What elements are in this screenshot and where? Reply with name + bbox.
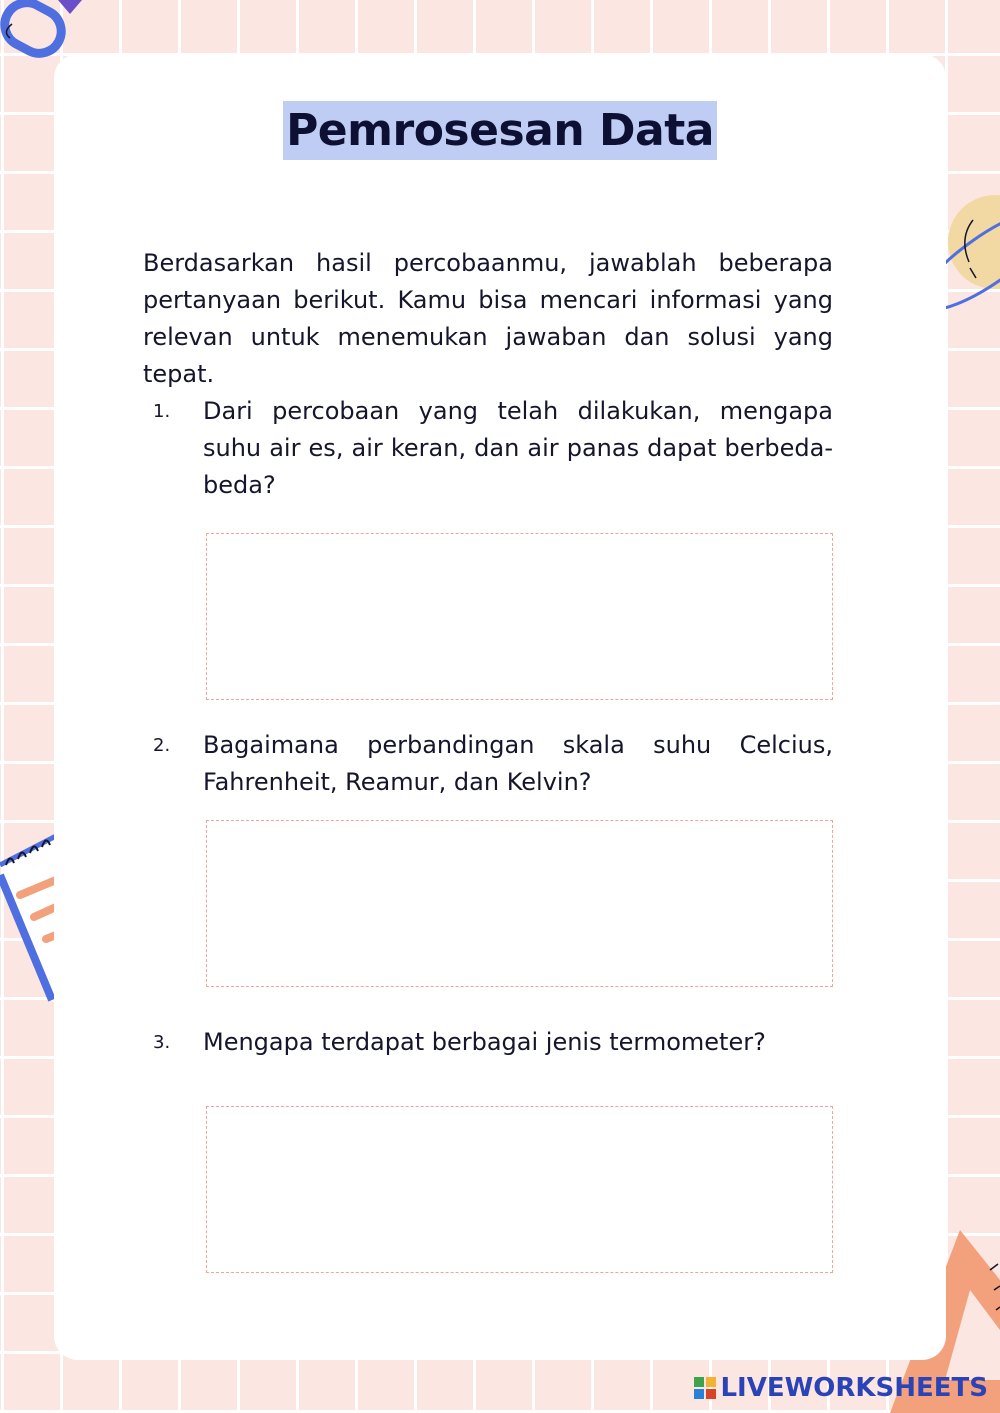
- liveworksheets-branding: [694, 1373, 988, 1403]
- notebook-decoration: [0, 825, 60, 1015]
- question-text: Bagaimana perbandingan skala suhu Celcius, Fahrenheit, Reamur, dan Kelvin?: [203, 731, 833, 796]
- answer-box-2[interactable]: [206, 820, 833, 987]
- worksheet-title: Pemrosesan Data: [283, 101, 717, 160]
- question-number: 2.: [153, 735, 171, 756]
- intro-paragraph: Berdasarkan hasil percobaanmu, jawablah beberapa pertanyaan berikut. Kamu bisa mencari informasi yang relevan untuk menemukan jawaban dan solusi yang tepat.: [143, 249, 833, 388]
- liveworksheets-logo-icon: [694, 1377, 716, 1399]
- question-text: Dari percobaan yang telah dilakukan, mengapa suhu air es, air keran, dan air panas dapat berbeda-beda?: [203, 397, 833, 499]
- answer-box-1[interactable]: [206, 533, 833, 700]
- question-number: 1.: [153, 401, 171, 422]
- answer-box-3[interactable]: [206, 1106, 833, 1273]
- liveworksheets-wordmark: LIVEWORKSHEETS: [720, 1373, 988, 1403]
- question-number: 3.: [153, 1032, 171, 1053]
- question-text: Mengapa terdapat berbagai jenis termometer?: [203, 1028, 766, 1056]
- worksheet-title-wrap: [0, 101, 1000, 160]
